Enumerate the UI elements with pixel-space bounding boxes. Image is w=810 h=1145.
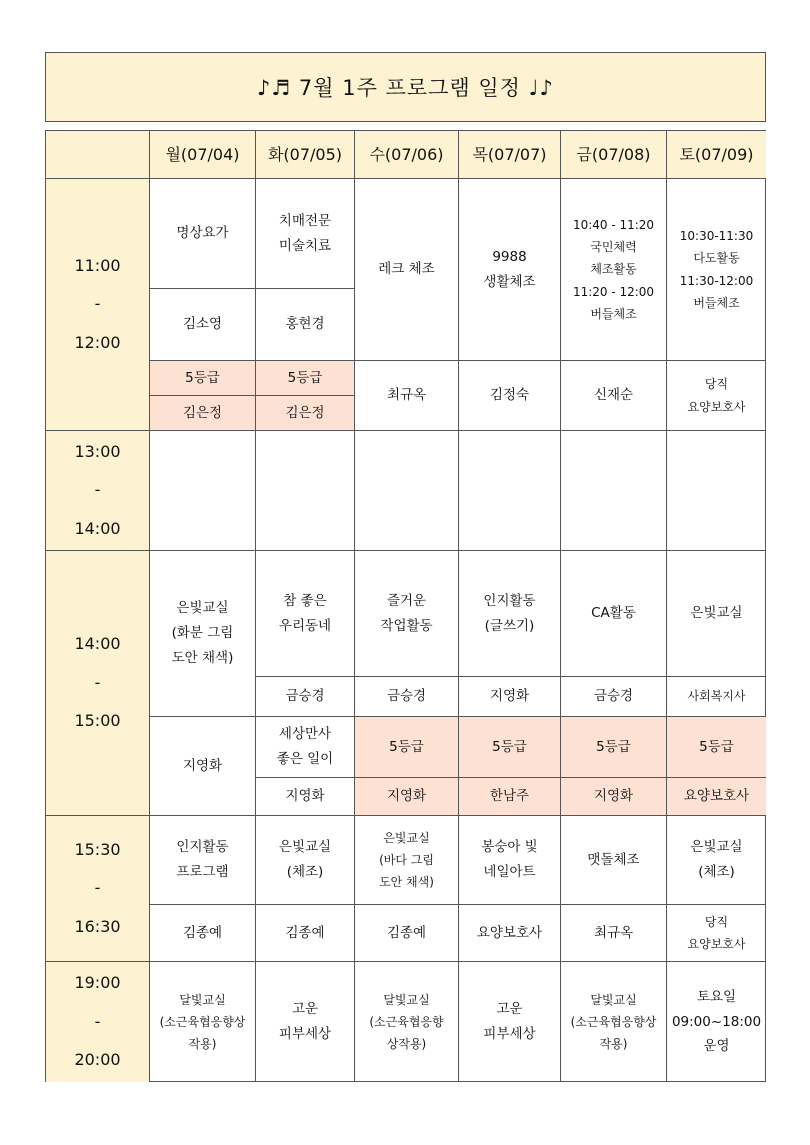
fri-11-teacher (561, 361, 667, 431)
fri-13-empty (561, 431, 667, 551)
teacher-name: 당직 (704, 377, 729, 392)
teacher-name: 지영화 (285, 788, 325, 805)
wed-11-teacher (355, 361, 459, 431)
time-end: 12:00 (74, 332, 121, 352)
program-line: 은빛교실 (690, 605, 743, 622)
thu-11-teacher (459, 361, 561, 431)
tue-11-program (256, 179, 355, 289)
program-line: 09:00~18:00 (671, 1013, 762, 1030)
day-header-fri: 금(07/08) (561, 131, 667, 179)
program-line: 작용) (188, 1037, 217, 1052)
sat-14-program (667, 551, 766, 677)
day-header-wed: 수(07/06) (355, 131, 459, 179)
wed-1530-program (355, 816, 459, 905)
sat-1530-teacher (667, 905, 766, 962)
tue-14-teacher (256, 677, 355, 717)
program-line: 피부세상 (278, 1026, 332, 1042)
sat-19-program (667, 962, 766, 1082)
thu-14-teacher (459, 677, 561, 717)
program-line: 작업활동 (380, 617, 433, 634)
program-line: (소근육협응향상 (159, 1014, 246, 1029)
mon-1530-teacher (150, 905, 256, 962)
time-start: 15:30 (74, 839, 121, 859)
day-header-thu: 목(07/07) (459, 131, 561, 179)
fri-11-program (561, 179, 667, 361)
sat-14-staff (667, 778, 766, 816)
program-line: (바다 그림 (379, 852, 434, 867)
time-start: 11:00 (74, 255, 121, 275)
tue-11-teacher (256, 289, 355, 361)
grade-label: 5등급 (492, 738, 527, 755)
teacher-name: 요양보호사 (476, 924, 543, 941)
thu-14-program (459, 551, 561, 677)
grade-label: 5등급 (389, 738, 424, 755)
program-line: 10:30-11:30 (679, 229, 754, 244)
program-line: 생활체조 (483, 273, 536, 290)
grade-label: 5등급 (596, 738, 631, 755)
program-line: 토요일 (696, 988, 737, 1005)
program-line: 고운 (291, 1001, 319, 1018)
program-line: 참 좋은 (283, 592, 327, 609)
teacher-name: 지영화 (489, 688, 530, 705)
thu-1530-teacher (459, 905, 561, 962)
mon-11-teacher (150, 289, 256, 361)
program-line: 달빛교실 (590, 992, 637, 1007)
program-line: 달빛교실 (383, 992, 430, 1007)
program-line: (소근육협응향 (369, 1014, 444, 1029)
fri-14-teacher (561, 677, 667, 717)
program-line: 치매전문 (278, 212, 332, 229)
thu-14-staff (459, 778, 561, 816)
grade-label: 5등급 (287, 369, 323, 386)
program-line: 작용) (599, 1037, 628, 1052)
program-line: (체조) (286, 864, 324, 880)
program-line: 국민체력 (590, 240, 637, 255)
sat-14-grade (667, 717, 766, 778)
wed-1530-teacher (355, 905, 459, 962)
sat-11-program (667, 179, 766, 361)
page-title: ♪♬ 7월 1주 프로그램 일정 ♩♪ (45, 52, 766, 122)
program-line: 좋은 일이 (276, 751, 334, 767)
time-dash: - (94, 1011, 101, 1031)
program-line: 버들체조 (693, 295, 740, 310)
program-line: 도안 채색) (171, 649, 234, 666)
sat-1530-program (667, 816, 766, 905)
time-start: 13:00 (74, 441, 121, 461)
tue-14-program (256, 551, 355, 677)
staff-name: 지영화 (386, 788, 427, 805)
teacher-name: 김종예 (285, 924, 325, 941)
teacher-name: 요양보호사 (687, 937, 746, 951)
teacher-name: 최규옥 (593, 924, 634, 941)
time-slot-3 (46, 551, 150, 816)
time-dash: - (94, 672, 101, 692)
staff-name: 지영화 (593, 788, 634, 805)
program-line: 11:30-12:00 (679, 273, 754, 288)
time-slot-2 (46, 431, 150, 551)
mon-14-sub (150, 717, 256, 816)
day-header-sat: 토(07/09) (667, 131, 766, 179)
fri-1530-program (561, 816, 667, 905)
staff-name: 요양보호사 (683, 788, 750, 805)
time-dash: - (94, 480, 101, 500)
mon-11-grade (150, 361, 256, 396)
teacher-name: 금승경 (593, 688, 634, 705)
program-line: (소근육협응향상 (570, 1014, 657, 1029)
program-line: 우리동네 (278, 617, 332, 634)
time-slot-5 (46, 962, 150, 1082)
staff-name: 한남주 (489, 788, 530, 805)
program-line: 다도활동 (693, 251, 740, 266)
program-line: 봉숭아 빛 (481, 839, 538, 856)
mon-11-program (150, 179, 256, 289)
mon-1530-program (150, 816, 256, 905)
wed-19-program (355, 962, 459, 1082)
teacher-name: 김소영 (182, 316, 223, 333)
fri-14-program (561, 551, 667, 677)
staff-name: 김은정 (182, 404, 223, 421)
teacher-name: 요양보호사 (687, 399, 746, 414)
day-header-mon: 월(07/04) (150, 131, 256, 179)
wed-14-staff (355, 778, 459, 816)
program-line: 9988 (492, 248, 527, 265)
day-header-tue: 화(07/05) (256, 131, 355, 179)
time-end: 20:00 (74, 1050, 121, 1070)
thu-1530-program (459, 816, 561, 905)
teacher-name: 김종예 (182, 924, 223, 941)
mon-14-program (150, 551, 256, 717)
tue-14-sub-teacher (256, 778, 355, 816)
fri-1530-teacher (561, 905, 667, 962)
thu-19-program (459, 962, 561, 1082)
program-line: 버들체조 (590, 306, 637, 321)
time-dash: - (94, 294, 101, 314)
program-line: CA활동 (591, 605, 636, 622)
tue-11-staff (256, 396, 355, 431)
thu-14-grade (459, 717, 561, 778)
time-end: 14:00 (74, 518, 121, 538)
teacher-name: 금승경 (285, 688, 325, 705)
grade-label: 5등급 (185, 369, 220, 386)
schedule-table (45, 130, 766, 1082)
program-line: 인지활동 (483, 592, 536, 609)
tue-13-empty (256, 431, 355, 551)
tue-1530-program (256, 816, 355, 905)
teacher-name: 사회복지사 (687, 689, 746, 704)
program-line: 11:20 - 12:00 (572, 284, 655, 299)
program-line: 미술치료 (278, 237, 332, 254)
program-line: (체조) (698, 864, 735, 880)
corner-cell (46, 131, 150, 179)
program-line: 은빛교실 (278, 839, 332, 856)
wed-13-empty (355, 431, 459, 551)
program-line: 네일아트 (483, 864, 536, 880)
wed-14-grade (355, 717, 459, 778)
mon-13-empty (150, 431, 256, 551)
program-line: 고운 (496, 1001, 523, 1018)
program-line: 달빛교실 (179, 992, 226, 1007)
time-slot-1 (46, 179, 150, 431)
program-line: 상작용) (386, 1037, 427, 1052)
sat-11-teacher (667, 361, 766, 431)
fri-14-grade (561, 717, 667, 778)
program-line: 즐거운 (386, 592, 427, 609)
teacher-name: 당직 (704, 914, 729, 929)
fri-19-program (561, 962, 667, 1082)
program-line: 레크 체조 (378, 261, 435, 278)
program-line: 운영 (703, 1038, 730, 1055)
wed-14-teacher (355, 677, 459, 717)
teacher-name: 최규옥 (386, 387, 427, 404)
fri-14-staff (561, 778, 667, 816)
program-line: 피부세상 (483, 1026, 536, 1042)
mon-19-program (150, 962, 256, 1082)
program-line: 세상만사 (278, 726, 332, 743)
program-line: 명상요가 (176, 225, 229, 242)
staff-name: 김은정 (285, 404, 325, 421)
teacher-name: 홍현경 (285, 316, 325, 333)
time-dash: - (94, 878, 101, 898)
sat-13-empty (667, 431, 766, 551)
time-start: 14:00 (74, 634, 121, 654)
program-line: 도안 채색) (379, 875, 434, 890)
wed-14-program (355, 551, 459, 677)
wed-11-program (355, 179, 459, 361)
program-line: 인지활동 (176, 839, 229, 856)
tue-11-grade (256, 361, 355, 396)
program-line: 체조활동 (590, 262, 637, 277)
time-end: 16:30 (74, 916, 121, 936)
teacher-name: 금승경 (386, 688, 427, 705)
tue-1530-teacher (256, 905, 355, 962)
tue-19-program (256, 962, 355, 1082)
program-line: 맷돌체조 (587, 851, 640, 868)
program-line: (화분 그림 (171, 625, 234, 642)
teacher-name: 지영화 (182, 757, 223, 774)
program-line: 10:40 - 11:20 (572, 218, 655, 233)
teacher-name: 김정숙 (489, 387, 530, 404)
mon-11-staff (150, 396, 256, 431)
time-end: 15:00 (74, 711, 121, 731)
tue-14-sub-program (256, 717, 355, 778)
thu-11-program (459, 179, 561, 361)
time-slot-4 (46, 816, 150, 962)
time-start: 19:00 (74, 973, 121, 993)
program-line: 은빛교실 (176, 600, 229, 617)
teacher-name: 김종예 (386, 924, 427, 941)
program-line: (글쓰기) (484, 617, 535, 634)
grade-label: 5등급 (699, 738, 734, 755)
sat-14-teacher (667, 677, 766, 717)
thu-13-empty (459, 431, 561, 551)
program-line: 프로그램 (176, 864, 229, 880)
program-line: 은빛교실 (690, 839, 743, 856)
teacher-name: 신재순 (593, 387, 634, 404)
program-line: 은빛교실 (383, 830, 430, 845)
